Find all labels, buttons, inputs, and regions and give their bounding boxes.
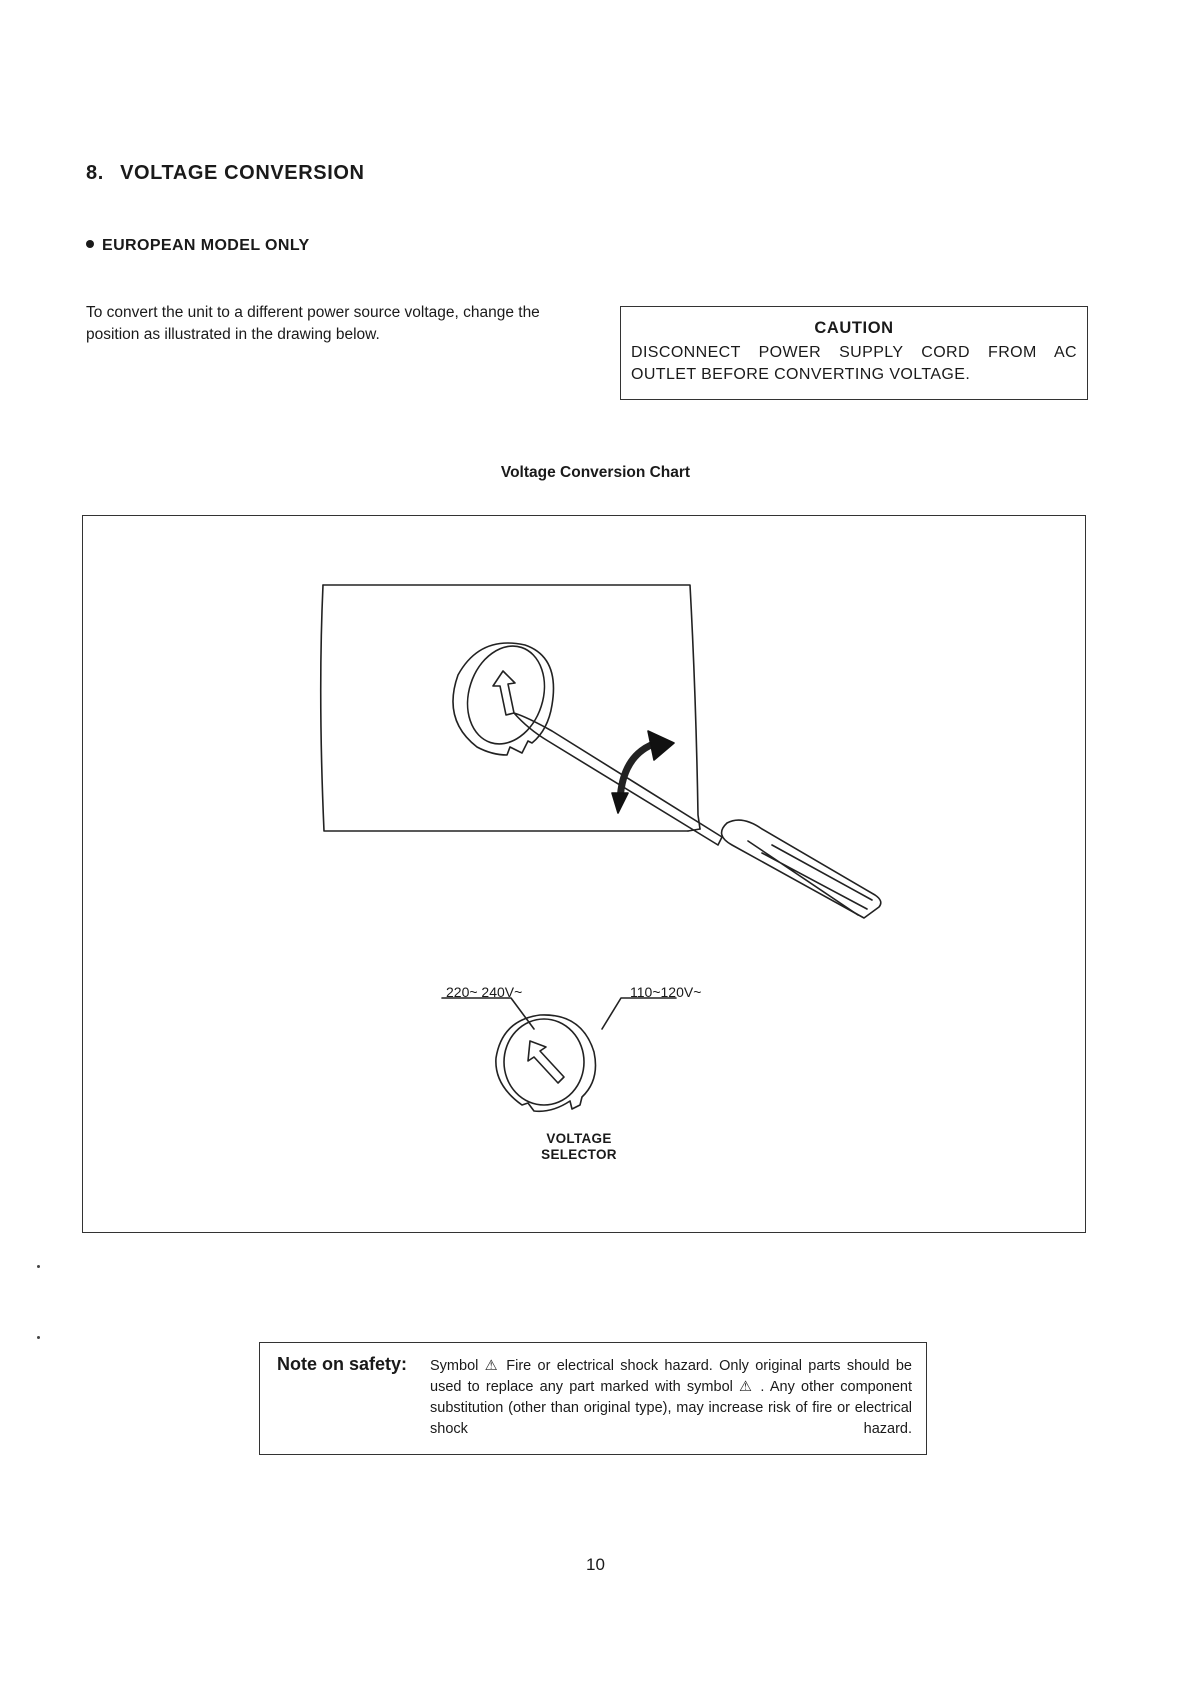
selector-label-line2: SELECTOR <box>541 1147 617 1162</box>
safety-note-label: Note on safety: <box>277 1354 408 1374</box>
intro-paragraph: To convert the unit to a different power source voltage, change the position as illustrated in the drawing below. <box>86 304 540 343</box>
voltage-conversion-illustration <box>82 515 1086 1233</box>
scan-mark <box>37 1336 40 1339</box>
label-110-120v: 110~120V~ <box>630 984 702 1000</box>
subsection-title <box>86 237 310 255</box>
safety-note-text: Symbol ⚠ Fire or electrical shock hazard. Only original parts should be used to replace any part marked with symbol ⚠ . Any other component substitution (other than original type), may increase risk of fire or electrical shock hazard. <box>430 1358 912 1437</box>
section-title <box>86 162 365 185</box>
bullet-icon <box>86 240 94 248</box>
label-220-240v: 220~ 240V~ <box>446 984 523 1000</box>
section-heading: VOLTAGE CONVERSION <box>120 162 365 184</box>
caution-box <box>620 306 1088 400</box>
voltage-selector-icon <box>496 1015 596 1111</box>
voltage-selector-label <box>504 1131 654 1163</box>
panel-outline <box>323 585 700 829</box>
section-number: 8. <box>86 162 104 184</box>
figure-title: Voltage Conversion Chart <box>500 464 691 481</box>
subsection-heading: EUROPEAN MODEL ONLY <box>102 237 310 254</box>
selector-label-line1: VOLTAGE <box>546 1131 612 1146</box>
scan-mark <box>37 1265 40 1268</box>
caution-title: CAUTION <box>814 319 894 337</box>
page-number: 10 <box>586 1555 605 1574</box>
caution-text: DISCONNECT POWER SUPPLY CORD FROM AC OUTLET BEFORE CONVERTING VOLTAGE. <box>631 344 1077 383</box>
